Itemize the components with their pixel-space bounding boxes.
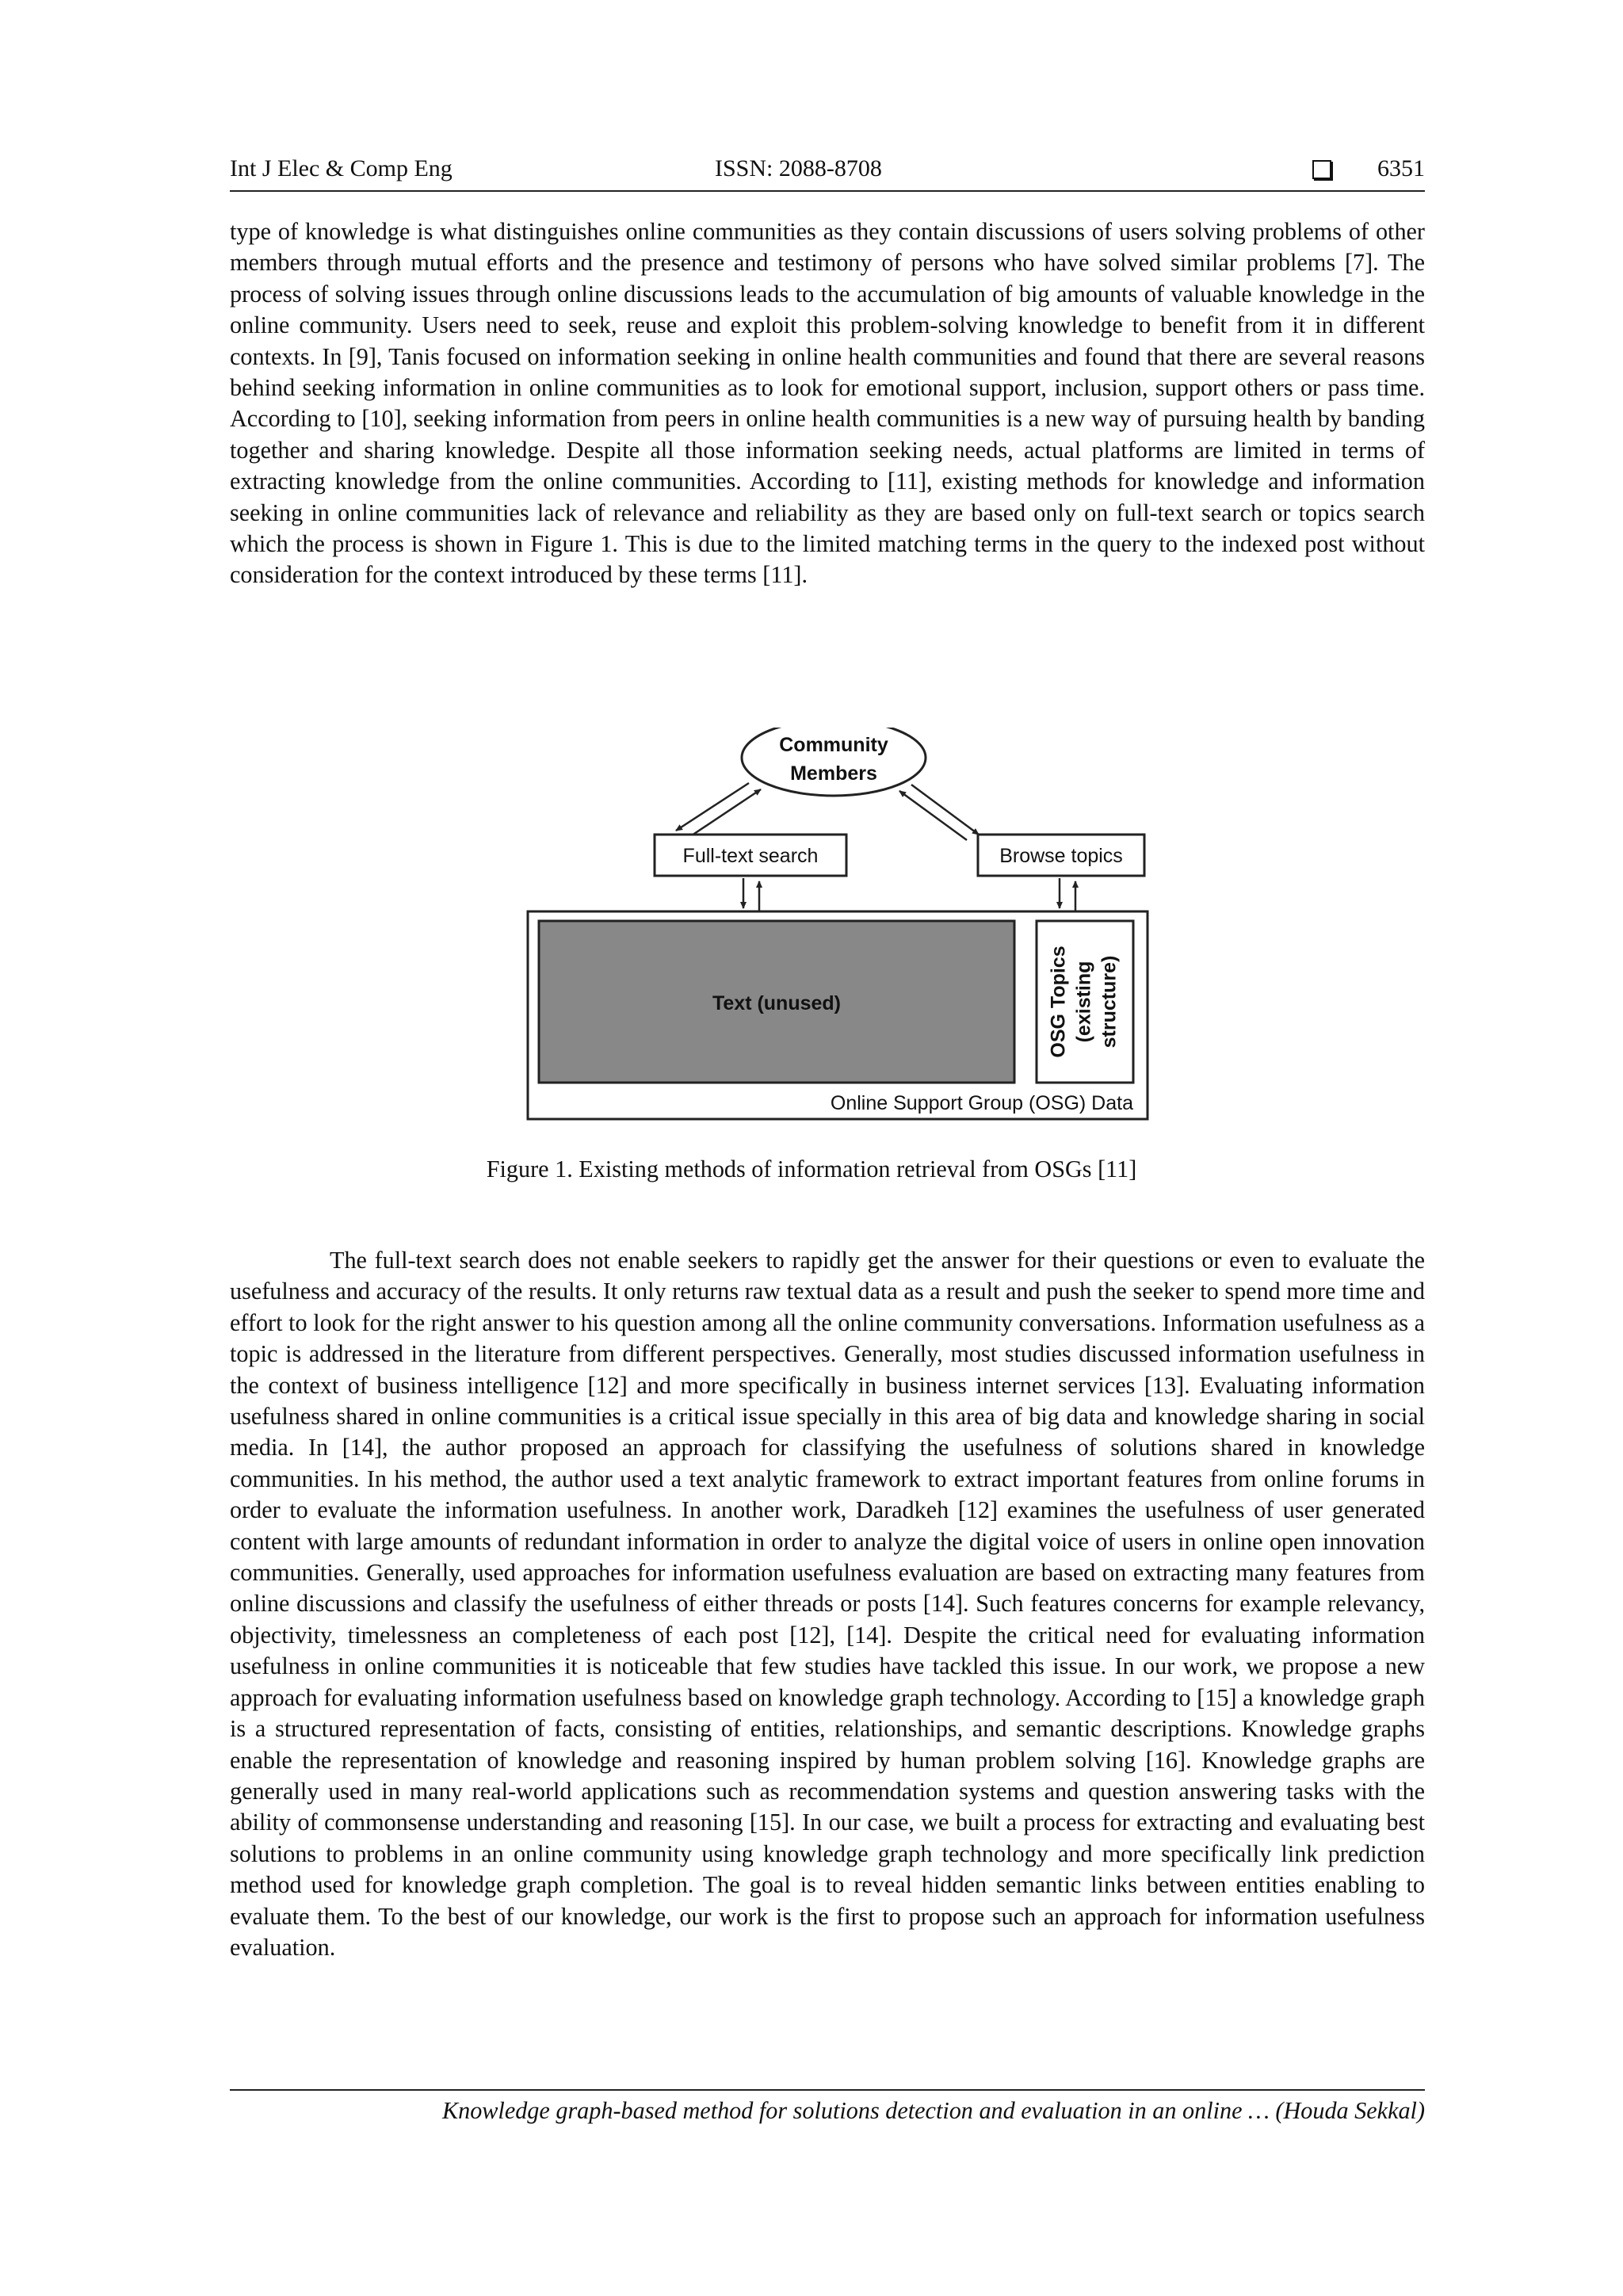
- community-label-line1: Community: [779, 734, 888, 756]
- osg-topics-line2: (existing: [1072, 961, 1095, 1043]
- journal-name: Int J Elec & Comp Eng: [230, 155, 453, 181]
- community-label-line2: Members: [790, 762, 877, 785]
- arrow-to-fulltext: [676, 783, 749, 831]
- footer-divider: [230, 2089, 1425, 2091]
- page-number: 6351: [1377, 155, 1425, 181]
- square-box-icon: [1312, 160, 1331, 179]
- fulltext-search-label: Full-text search: [682, 845, 819, 867]
- issn-number: ISSN: 2088-8708: [715, 155, 882, 181]
- body-paragraph-2: The full-text search does not enable seekers to rapidly get the answer for their questions or even to evaluate the usefulness and accuracy of the results. It only returns raw textual data as a result and push the seeker to spend more time and effort to look for the right answer to his question among all the online community conversations. Information usefulness as a topic is addressed in the literature from different perspectives. Generally, most studies discussed information usefulness in the context of business intelligence [12] and more specifically in business internet services [13]. Evaluating information usefulness shared in online communities is a critical issue specially in this area of big data and knowledge sharing in social media. In [14], the author proposed an approach for classifying the usefulness of solutions shared in knowledge communities. In his method, the author used a text analytic framework to extract important features from online forums in order to evaluate the information usefulness. In another work, Daradkeh [12] examines the usefulness of user generated content with large amounts of redundant information in order to analyze the digital voice of users in online open innovation communities. Generally, used approaches for information usefulness evaluation are based on extracting many features from online discussions and classify the usefulness of either threads or posts [14]. Such features concerns for example relevancy, objectivity, timelessness an completeness of each post [12], [14]. Despite the critical need for evaluating information usefulness in online communities it is noticeable that few studies have tackled this issue. In our work, we propose a new approach for evaluating information usefulness based on knowledge graph technology. According to [15] a knowledge graph is a structured representation of facts, consisting of entities, relationships, and semantic descriptions. Knowledge graphs enable the representation of knowledge and reasoning inspired by human problem solving [16]. Knowledge graphs are generally used in many real-world applications such as recommendation systems and question answering tasks with the ability of commonsense understanding and reasoning [15]. In our case, we built a process for extracting and evaluating best solutions to problems in an online community using knowledge graph technology and more specifically link prediction method used for knowledge graph completion. The goal is to reveal hidden semantic links between entities enabling to evaluate them. To the best of our knowledge, our work is the first to propose such an approach for information usefulness evaluation.: [230, 1247, 1425, 1961]
- arrow-to-browse: [911, 785, 979, 835]
- text-unused-label: Text (unused): [712, 992, 842, 1014]
- arrow-from-browse: [899, 791, 967, 840]
- figure-caption: Figure 1. Existing methods of information retrieval from OSGs [11]: [486, 1156, 1137, 1182]
- figure-1-diagram: [523, 728, 1157, 1124]
- body-paragraph-1: type of knowledge is what distinguishes online communities as they contain discussions of users solving problems of other members through mutual efforts and the presence and testimony of persons who have solved similar problems [7]. The process of solving issues through online discussions leads to the accumulation of big amounts of valuable knowledge in the online community. Users need to seek, reuse and exploit this problem-solving knowledge to benefit from it in different contexts. In [9], Tanis focused on information seeking in online health communities and found that there are several reasons behind seeking information in online communities as to look for emotional support, inclusion, support others or pass time. According to [10], seeking information from peers in online health communities is a new way of pursuing health by banding together and sharing knowledge. Despite all those information seeking needs, actual platforms are limited in terms of extracting knowledge from the online communities. According to [11], existing methods for knowledge and information seeking in online communities lack of relevance and reliability as they are based only on full-text search or topics search which the process is shown in Figure 1. This is due to the limited matching terms in the query to the indexed post without consideration for the context introduced by these terms [11].: [230, 218, 1425, 589]
- browse-topics-label: Browse topics: [999, 845, 1123, 867]
- osg-topics-line3: structure): [1098, 955, 1121, 1049]
- osg-data-label: Online Support Group (OSG) Data: [830, 1092, 1133, 1114]
- arrow-from-fulltext: [689, 789, 761, 837]
- osg-topics-line1: OSG Topics: [1047, 946, 1070, 1058]
- running-footer: Knowledge graph-based method for solutions detection and evaluation in an online … (Houda Sekkal): [441, 2097, 1425, 2124]
- page-header: [230, 155, 1425, 192]
